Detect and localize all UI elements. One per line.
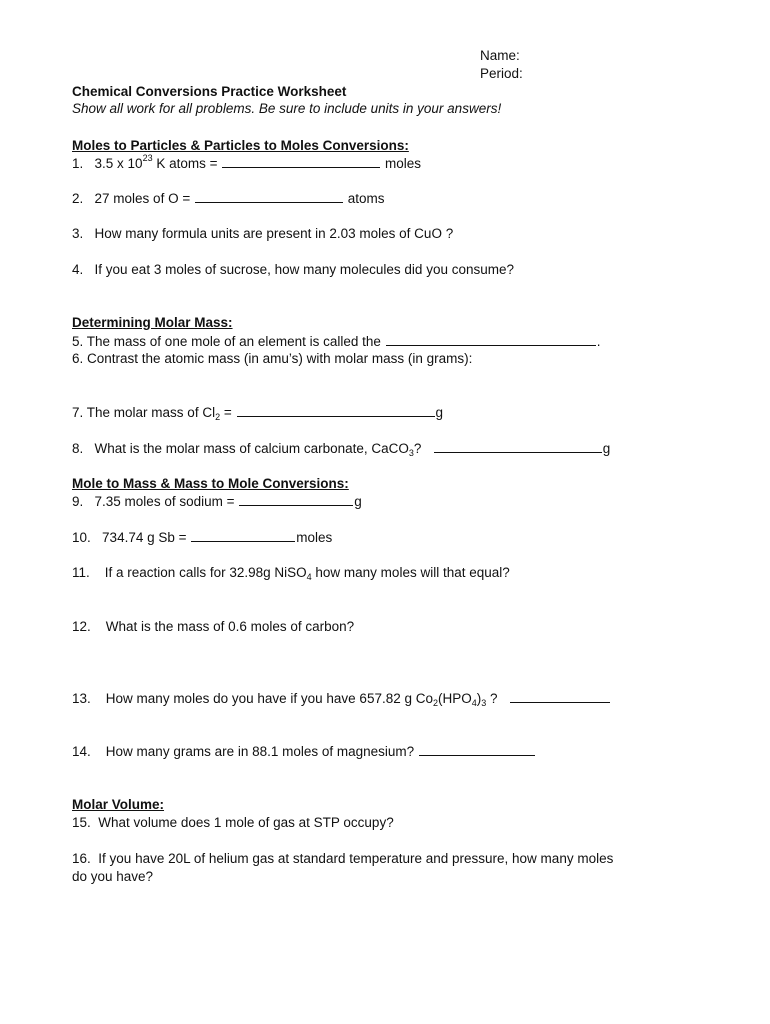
question-16-line-2: do you have? bbox=[72, 869, 154, 884]
question-9 bbox=[72, 493, 362, 510]
question-text: How many formula units are present in 2.03 moles of CuO ? bbox=[94, 226, 454, 241]
question-text: If a reaction calls for 32.98g NiSO bbox=[104, 565, 307, 580]
period-mark: . bbox=[596, 334, 601, 349]
question-text-cont: how many moles will that equal? bbox=[311, 565, 510, 580]
answer-blank[interactable] bbox=[239, 493, 353, 506]
question-11 bbox=[72, 565, 510, 581]
question-text-cont: (HPO bbox=[438, 691, 472, 706]
question-15 bbox=[72, 815, 394, 831]
question-number: 11. bbox=[72, 565, 90, 580]
question-number: 4. bbox=[72, 262, 84, 277]
answer-blank[interactable] bbox=[386, 333, 596, 346]
question-text: Contrast the atomic mass (in amu’s) with molar mass (in grams): bbox=[87, 351, 473, 366]
question-text-cont: ) bbox=[476, 691, 482, 706]
answer-blank[interactable] bbox=[510, 690, 610, 703]
question-text: 3.5 x 10 bbox=[94, 156, 143, 171]
question-14 bbox=[72, 743, 536, 760]
question-number: 6. bbox=[72, 351, 84, 366]
worksheet-title: Chemical Conversions Practice Worksheet bbox=[72, 84, 347, 99]
question-number: 3. bbox=[72, 226, 84, 241]
answer-blank[interactable] bbox=[195, 190, 343, 203]
unit-label: g bbox=[354, 494, 362, 509]
answer-blank[interactable] bbox=[191, 529, 295, 542]
unit-label: moles bbox=[296, 530, 333, 545]
subscript: 2 bbox=[215, 412, 221, 422]
answer-blank[interactable] bbox=[222, 155, 380, 168]
unit-label: g bbox=[435, 405, 444, 420]
question-1 bbox=[72, 155, 421, 172]
question-number: 1. bbox=[72, 156, 84, 171]
section-molar-mass-heading: Determining Molar Mass: bbox=[72, 315, 233, 330]
question-text: 7.35 moles of sodium = bbox=[94, 494, 235, 509]
question-7 bbox=[72, 404, 443, 421]
question-3 bbox=[72, 226, 453, 242]
question-text-cont: ? bbox=[413, 441, 422, 456]
question-5 bbox=[72, 333, 600, 350]
answer-blank[interactable] bbox=[419, 743, 535, 756]
question-number: 14. bbox=[72, 744, 91, 759]
question-text: The molar mass of Cl bbox=[86, 405, 216, 420]
question-text-cont: K atoms = bbox=[152, 156, 218, 171]
question-text-cont: ? bbox=[486, 691, 498, 706]
subscript: 3 bbox=[408, 448, 414, 458]
section-moles-particles-heading: Moles to Particles & Particles to Moles Conversions: bbox=[72, 138, 409, 153]
question-13 bbox=[72, 690, 611, 707]
question-text: If you have 20L of helium gas at standard temperature and pressure, how many moles bbox=[98, 851, 614, 866]
question-text: How many grams are in 88.1 moles of magnesium? bbox=[105, 744, 415, 759]
question-text: What volume does 1 mole of gas at STP occupy? bbox=[98, 815, 394, 830]
section-molar-volume-heading: Molar Volume: bbox=[72, 797, 165, 812]
subscript: 4 bbox=[306, 572, 312, 582]
question-number: 15. bbox=[72, 815, 91, 830]
exponent: 23 bbox=[142, 153, 153, 163]
question-number: 13. bbox=[72, 691, 91, 706]
unit-label: atoms bbox=[347, 191, 385, 206]
question-number: 2. bbox=[72, 191, 84, 206]
question-number: 7. bbox=[72, 405, 84, 420]
instructions: Show all work for all problems. Be sure to include units in your answers! bbox=[72, 101, 502, 116]
question-text: If you eat 3 moles of sucrose, how many molecules did you consume? bbox=[94, 262, 514, 277]
question-2 bbox=[72, 190, 385, 207]
question-4 bbox=[72, 262, 514, 278]
question-number: 16. bbox=[72, 851, 91, 866]
unit-label: g bbox=[602, 441, 611, 456]
question-text: What is the molar mass of calcium carbonate, CaCO bbox=[94, 441, 409, 456]
answer-blank[interactable] bbox=[237, 404, 435, 417]
question-16 bbox=[72, 851, 613, 867]
name-label: Name: bbox=[480, 48, 520, 63]
question-number: 8. bbox=[72, 441, 84, 456]
subscript: 4 bbox=[471, 698, 477, 708]
question-text: 734.74 g Sb = bbox=[102, 530, 187, 545]
question-text: 27 moles of O = bbox=[94, 191, 191, 206]
unit-label: moles bbox=[385, 156, 422, 171]
question-text: How many moles do you have if you have 657.82 g Co bbox=[105, 691, 433, 706]
question-text: What is the mass of 0.6 moles of carbon? bbox=[105, 619, 355, 634]
question-8 bbox=[72, 440, 610, 457]
question-number: 5. bbox=[72, 334, 84, 349]
answer-blank[interactable] bbox=[434, 440, 602, 453]
question-number: 9. bbox=[72, 494, 84, 509]
question-text: The mass of one mole of an element is called the bbox=[86, 334, 381, 349]
question-10 bbox=[72, 529, 332, 546]
question-number: 10. bbox=[72, 530, 91, 545]
question-6 bbox=[72, 351, 472, 367]
period-label: Period: bbox=[480, 66, 523, 81]
question-number: 12. bbox=[72, 619, 91, 634]
question-12 bbox=[72, 619, 354, 635]
section-mole-mass-heading: Mole to Mass & Mass to Mole Conversions: bbox=[72, 476, 349, 491]
question-text-cont: = bbox=[220, 405, 232, 420]
subscript: 2 bbox=[433, 698, 439, 708]
subscript: 3 bbox=[481, 698, 487, 708]
